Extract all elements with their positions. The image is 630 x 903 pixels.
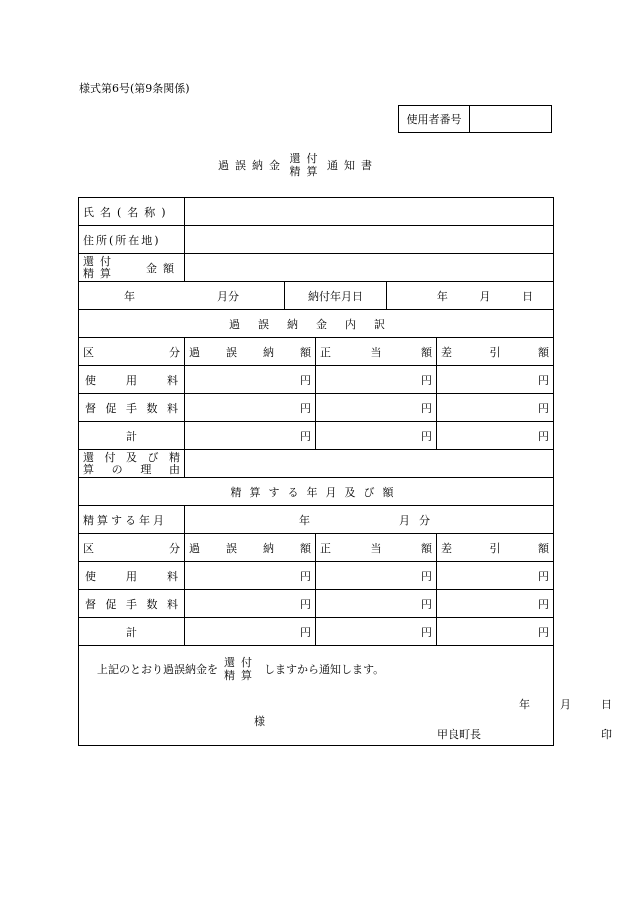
diff-char: 額 [538,345,549,359]
total-label-2: 計 [79,618,185,646]
notice-statement [97,656,384,682]
period-month: 月分 [217,289,239,303]
usage-fee-correct[interactable]: 円 [316,366,437,394]
amount-label-cell [79,254,185,282]
address-label: 住所(所在地) [79,226,185,254]
label-char: 料 [167,569,178,583]
amount-label: 金額 [146,261,180,275]
address-field[interactable] [185,226,554,254]
settlement-bun: 分 [419,513,430,527]
usage-fee-overpaid[interactable]: 円 [185,366,316,394]
dunning-fee-diff-2[interactable]: 円 [437,590,554,618]
statement-settle: 精算 [224,669,258,682]
kubun-char: 区 [83,541,94,555]
total-diff-2[interactable]: 円 [437,618,554,646]
overpaid-char: 過 [189,541,200,555]
label-char: 促 [105,597,117,611]
usage-fee-label [79,366,185,394]
dunning-fee-correct[interactable]: 円 [316,394,437,422]
pay-month: 月 [479,289,491,303]
dunning-fee-label [79,394,185,422]
payment-date-label: 納付年月日 [285,282,387,310]
overpaid-char: 額 [300,541,311,555]
title-refund-settle [290,152,324,178]
overpaid-char: 額 [300,345,311,359]
label-char: 使 [85,373,96,387]
statement-refund: 還付 [224,656,258,669]
statement-before: 上記のとおり過誤納金を [97,663,218,676]
settlement-period-field[interactable] [185,506,554,534]
overpaid-char: 納 [263,345,274,359]
settlement-month: 月 [399,513,410,527]
statement-after: しますから通知します。 [264,663,385,676]
reason-char: 理 [140,462,152,476]
settlement-title: 精算する年月及び額 [79,478,554,506]
overpaid-char: 誤 [226,345,237,359]
total-label: 計 [79,422,185,450]
kubun-header [79,338,185,366]
issuer-mayor: 甲良町長 [437,728,481,741]
label-char: 使 [85,569,96,583]
pay-year: 年 [436,289,448,303]
notice-form-table [78,197,612,746]
reason-char: 算 [83,462,94,476]
correct-char: 正 [320,541,331,555]
kubun-char: 分 [169,541,180,555]
overpaid-header-2 [185,534,316,562]
diff-char: 引 [489,345,501,359]
kubun-header-2 [79,534,185,562]
document-title [218,152,418,184]
overpaid-header [185,338,316,366]
recipient-honorific: 様 [254,715,265,728]
diff-char: 差 [441,345,452,359]
label-char: 督 [85,401,96,415]
user-number-box [398,105,552,133]
total-correct[interactable]: 円 [316,422,437,450]
correct-header [316,338,437,366]
label-char: 料 [167,597,178,611]
reason-label [79,450,185,478]
notice-date[interactable] [519,696,612,712]
label-char: 数 [146,401,158,415]
diff-char: 差 [441,541,452,555]
overpaid-char: 納 [263,541,274,555]
pay-day: 日 [522,289,534,303]
dunning-fee-overpaid-2[interactable]: 円 [185,590,316,618]
title-settle: 精算 [289,165,324,178]
dunning-fee-label-2 [79,590,185,618]
notice-day: 日 [601,698,612,711]
statement-refund-settle [224,656,258,682]
correct-header-2 [316,534,437,562]
settlement-period-label: 精算する年月 [79,506,185,534]
total-overpaid-2[interactable]: 円 [185,618,316,646]
total-correct-2[interactable]: 円 [316,618,437,646]
reason-char: の [111,462,123,476]
dunning-fee-overpaid[interactable]: 円 [185,394,316,422]
overpaid-char: 過 [189,345,200,359]
label-char: 用 [126,569,137,583]
label-char: 促 [105,401,117,415]
diff-header [437,338,554,366]
correct-char: 当 [370,541,382,555]
correct-char: 正 [320,345,331,359]
reason-char: 精 [169,450,180,464]
kubun-char: 区 [83,345,94,359]
diff-char: 額 [538,541,549,555]
title-part2: 通知書 [327,159,378,172]
total-diff[interactable]: 円 [437,422,554,450]
label-char: 料 [167,373,178,387]
dunning-fee-correct-2[interactable]: 円 [316,590,437,618]
amount-field[interactable] [185,254,554,282]
correct-char: 当 [370,345,382,359]
amount-refund: 還付 [83,254,117,268]
amount-settle: 精算 [83,266,117,280]
usage-fee-overpaid-2[interactable]: 円 [185,562,316,590]
payment-date-field[interactable] [387,282,554,310]
label-char: 数 [146,597,158,611]
reason-char: 還 [83,450,94,464]
dunning-fee-diff[interactable]: 円 [437,394,554,422]
usage-fee-correct-2[interactable]: 円 [316,562,437,590]
total-overpaid[interactable]: 円 [185,422,316,450]
title-part1: 過誤納金 [218,159,286,172]
seal-mark: 印 [601,728,612,741]
correct-char: 額 [421,345,432,359]
breakdown-title: 過誤納金内訳 [79,310,554,338]
settlement-year: 年 [299,513,310,527]
form-number-label: 様式第6号(第9条関係) [79,82,190,95]
diff-char: 引 [489,541,501,555]
diff-header-2 [437,534,554,562]
period-year: 年 [124,289,135,303]
reason-char: 及 [126,450,137,464]
notice-year: 年 [519,698,530,711]
reason-char: び [147,450,159,464]
correct-char: 額 [421,541,432,555]
label-char: 督 [85,597,96,611]
reason-field[interactable] [185,450,554,478]
overpaid-char: 誤 [226,541,237,555]
amount-refund-settle [83,256,117,280]
user-number-label: 使用者番号 [399,106,470,132]
notice-footer [79,646,612,746]
label-char: 手 [126,597,137,611]
label-char: 用 [126,373,137,387]
label-char: 料 [167,401,178,415]
reason-char: 由 [168,462,180,476]
label-char: 手 [126,401,137,415]
usage-fee-diff[interactable]: 円 [437,366,554,394]
notice-month: 月 [560,698,571,711]
name-field[interactable] [185,198,554,226]
usage-fee-label-2 [79,562,185,590]
name-label: 氏名(名称) [79,198,185,226]
reason-char: 付 [104,450,116,464]
title-refund: 還付 [289,152,324,165]
usage-fee-diff-2[interactable]: 円 [437,562,554,590]
kubun-char: 分 [169,345,180,359]
period-cell[interactable] [79,282,285,310]
user-number-field[interactable] [470,106,551,132]
